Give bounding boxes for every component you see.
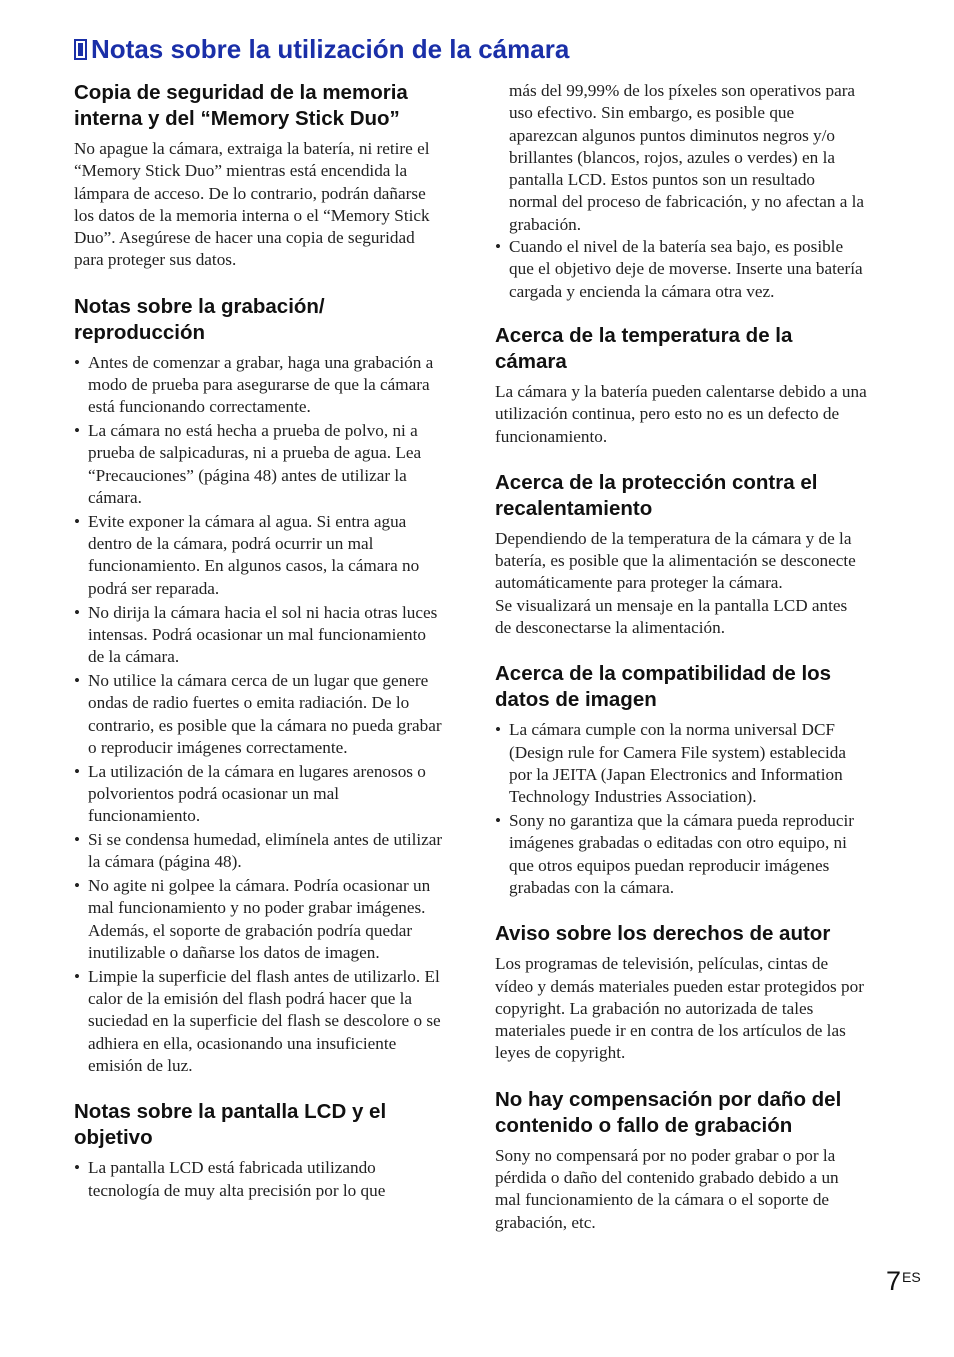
left-column bbox=[74, 80, 446, 1224]
section-lcd-continuation bbox=[495, 80, 867, 303]
page-title bbox=[74, 32, 569, 66]
list-item: • Sony no garantiza que la cámara pueda reproducir imágenes grabadas o editadas con otro equipo, ni que otros equipos puedan reproducir imágenes grabadas con la cámara. bbox=[495, 810, 867, 899]
section-heading: Acerca de la protección contra el recalentamiento bbox=[495, 470, 818, 520]
list-item: • Limpie la superficie del flash antes de utilizarlo. El calor de la emisión del flash podrá hacer que la suciedad en la superficie del flash se descolore o se adhiera en ella, ocasionando una insuficiente emisión de luz. bbox=[74, 966, 446, 1077]
section-no-compensation bbox=[495, 1087, 867, 1234]
section-marker-icon bbox=[74, 39, 87, 60]
list-item: • Cuando el nivel de la batería sea bajo, es posible que el objetivo deje de moverse. Inserte una batería cargada y encienda la cámara otra vez. bbox=[495, 236, 867, 303]
section-paragraph: Dependiendo de la temperatura de la cámara y de la batería, es posible que la alimentación se desconecte automáticamente para proteger la cámara. bbox=[495, 528, 856, 593]
section-heading: Notas sobre la pantalla LCD y el objetivo bbox=[74, 1100, 387, 1150]
list-item: • No utilice la cámara cerca de un lugar que genere ondas de radio fuertes o emita radiación. De lo contrario, es posible que la cámara no pueda grabar o reproducir imágenes correctamente. bbox=[74, 670, 446, 759]
list-item: • La cámara no está hecha a prueba de polvo, ni a prueba de salpicaduras, ni a prueba de agua. Lea “Precauciones” (página 48) antes de utilizar la cámara. bbox=[74, 420, 446, 509]
section-paragraph: La cámara y la batería pueden calentarse debido a una utilización continua, pero esto no es un defecto de funcionamiento. bbox=[495, 381, 867, 446]
section-lcd-lens bbox=[74, 1099, 446, 1202]
bullet-list bbox=[495, 719, 867, 899]
page-title-text: Notas sobre la utilización de la cámara bbox=[91, 34, 570, 64]
section-paragraph: Sony no compensará por no poder grabar o por la pérdida o daño del contenido grabado debido a un mal funcionamiento de la cámara o el soporte de grabación, etc. bbox=[495, 1145, 839, 1232]
page-number bbox=[886, 1266, 921, 1297]
list-item: • La utilización de la cámara en lugares arenosos o polvorientos podrá ocasionar un mal funcionamiento. bbox=[74, 761, 446, 828]
section-paragraph: Se visualizará un mensaje en la pantalla LCD antes de desconectarse la alimentación. bbox=[495, 595, 848, 638]
section-paragraph: No apague la cámara, extraiga la batería, ni retire el “Memory Stick Duo” mientras está encendida la lámpara de acceso. De lo contrario, podrán dañarse los datos de la memoria interna o el “Memory Stick Duo”. Asegúrese de hacer una copia de seguridad para proteger sus datos. bbox=[74, 139, 430, 270]
section-heading: Aviso sobre los derechos de autor bbox=[495, 922, 831, 946]
list-item: • No dirija la cámara hacia el sol ni hacia otras luces intensas. Podrá ocasionar un mal funcionamiento de la cámara. bbox=[74, 602, 446, 669]
list-item: • Antes de comenzar a grabar, haga una grabación a modo de prueba para asegurarse de que la cámara está funcionando correctamente. bbox=[74, 352, 446, 419]
section-recording-notes bbox=[74, 294, 446, 1078]
section-backup bbox=[74, 80, 446, 272]
bullet-list bbox=[74, 1157, 446, 1202]
section-heading: Acerca de la temperatura de la cámara bbox=[495, 323, 793, 373]
list-item: • No agite ni golpee la cámara. Podría ocasionar un mal funcionamiento y no poder grabar imágenes. Además, el soporte de grabación podría quedar inutilizable o dañarse los datos de imagen. bbox=[74, 875, 446, 964]
section-copyright bbox=[495, 921, 867, 1064]
section-paragraph: Los programas de televisión, películas, cintas de vídeo y demás materiales pueden estar protegidos por copyright. La grabación no autorizada de tales materiales puede ir en contra de los artículos de las leyes de copyright. bbox=[495, 954, 864, 1063]
list-item: • Si se condensa humedad, elimínela antes de utilizar la cámara (página 48). bbox=[74, 829, 446, 874]
bullet-list bbox=[74, 352, 446, 1078]
page-number-value: 7 bbox=[886, 1266, 902, 1296]
page-language-code: ES bbox=[902, 1269, 921, 1285]
bullet-list bbox=[495, 236, 867, 303]
section-heading: No hay compensación por daño del contenido o fallo de grabación bbox=[495, 1087, 842, 1137]
section-overheat bbox=[495, 470, 867, 639]
list-item: • Evite exponer la cámara al agua. Si entra agua dentro de la cámara, podrá ocurrir un mal funcionamiento. En algunos casos, la cámara no podrá ser reparada. bbox=[74, 511, 446, 600]
section-heading: Acerca de la compatibilidad de los datos de imagen bbox=[495, 662, 832, 712]
list-item: • La cámara cumple con la norma universal DCF (Design rule for Camera File system) establecida por la JEITA (Japan Electronics and Information Technology Industries Association). bbox=[495, 719, 867, 808]
list-item: • La pantalla LCD está fabricada utilizando tecnología de muy alta precisión por lo que bbox=[74, 1157, 446, 1202]
section-compatibility bbox=[495, 661, 867, 899]
section-temperature bbox=[495, 323, 867, 448]
right-column bbox=[495, 80, 867, 1256]
section-heading: Notas sobre la grabación/ reproducción bbox=[74, 294, 325, 344]
section-heading: Copia de seguridad de la memoria interna y del “Memory Stick Duo” bbox=[74, 81, 408, 130]
continued-paragraph: más del 99,99% de los píxeles son operativos para uso efectivo. Sin embargo, es posible que aparezcan algunos puntos diminutos negros y/o brillantes (blancos, rojos, azules o verdes) en la pantalla LCD. Estos puntos son un resultado normal del proceso de fabricación, y no afectan a la grabación. bbox=[509, 81, 865, 234]
